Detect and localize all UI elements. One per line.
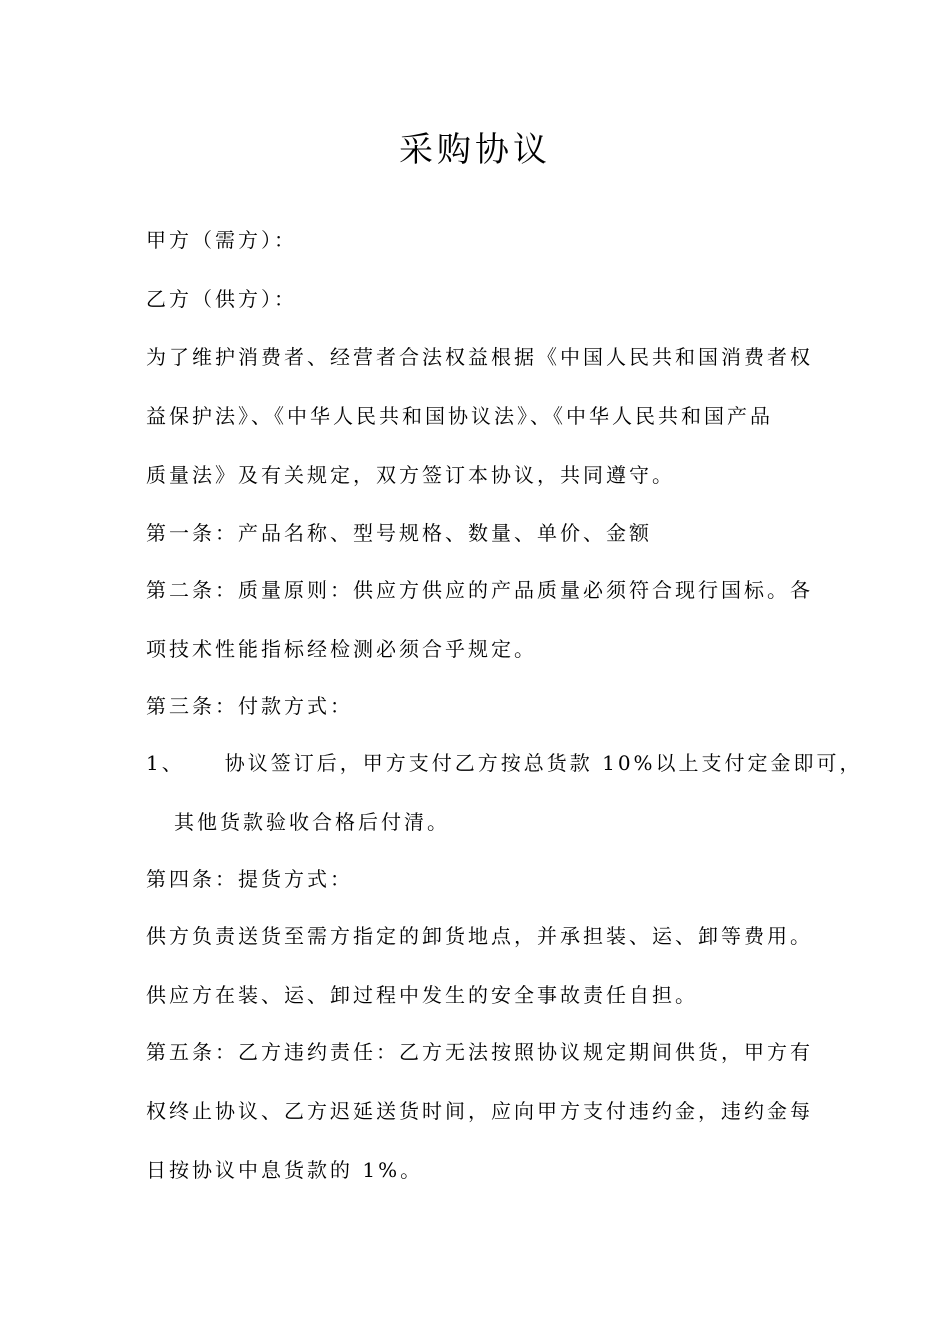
intro-line-2: 益保护法》、《中华人民共和国协议法》、《中华人民共和国产品: [146, 404, 773, 428]
article-3-item-1-continued: 其他货款验收合格后付清。: [174, 810, 450, 834]
article-4-line-1: 供方负责送货至需方指定的卸货地点，并承担装、运、卸等费用。: [146, 924, 813, 948]
party-a-line: 甲方（需方）：: [146, 228, 297, 252]
item-text: 协议签订后，甲方支付乙方按总货款 10%以上支付定金即可，: [224, 751, 863, 775]
article-4-line-2: 供应方在装、运、卸过程中发生的安全事故责任自担。: [146, 983, 698, 1007]
article-2-line-1: 第二条：质量原则：供应方供应的产品质量必须符合现行国标。各: [146, 578, 813, 602]
article-2-line-2: 项技术性能指标经检测必须合乎规定。: [146, 637, 537, 661]
article-4-heading: 第四条：提货方式：: [146, 867, 353, 891]
article-3-heading: 第三条：付款方式：: [146, 694, 353, 718]
article-1: 第一条：产品名称、型号规格、数量、单价、金额: [146, 521, 652, 545]
intro-line-3: 质量法》及有关规定，双方签订本协议，共同遵守。: [146, 463, 675, 487]
article-5-line-2: 权终止协议、乙方迟延送货时间，应向甲方支付违约金，违约金每: [146, 1099, 813, 1123]
article-3-item-1: [146, 747, 863, 779]
party-b-line: 乙方（供方）：: [146, 287, 297, 311]
article-5-line-1: 第五条：乙方违约责任：乙方无法按照协议规定期间供货，甲方有: [146, 1040, 813, 1064]
article-5-line-3: 日按协议中息货款的 1%。: [146, 1158, 424, 1182]
intro-line-1: 为了维护消费者、经营者合法权益根据《中国人民共和国消费者权: [146, 345, 813, 369]
document-title: 采购协议: [399, 130, 551, 170]
item-number: 1、: [146, 751, 185, 775]
